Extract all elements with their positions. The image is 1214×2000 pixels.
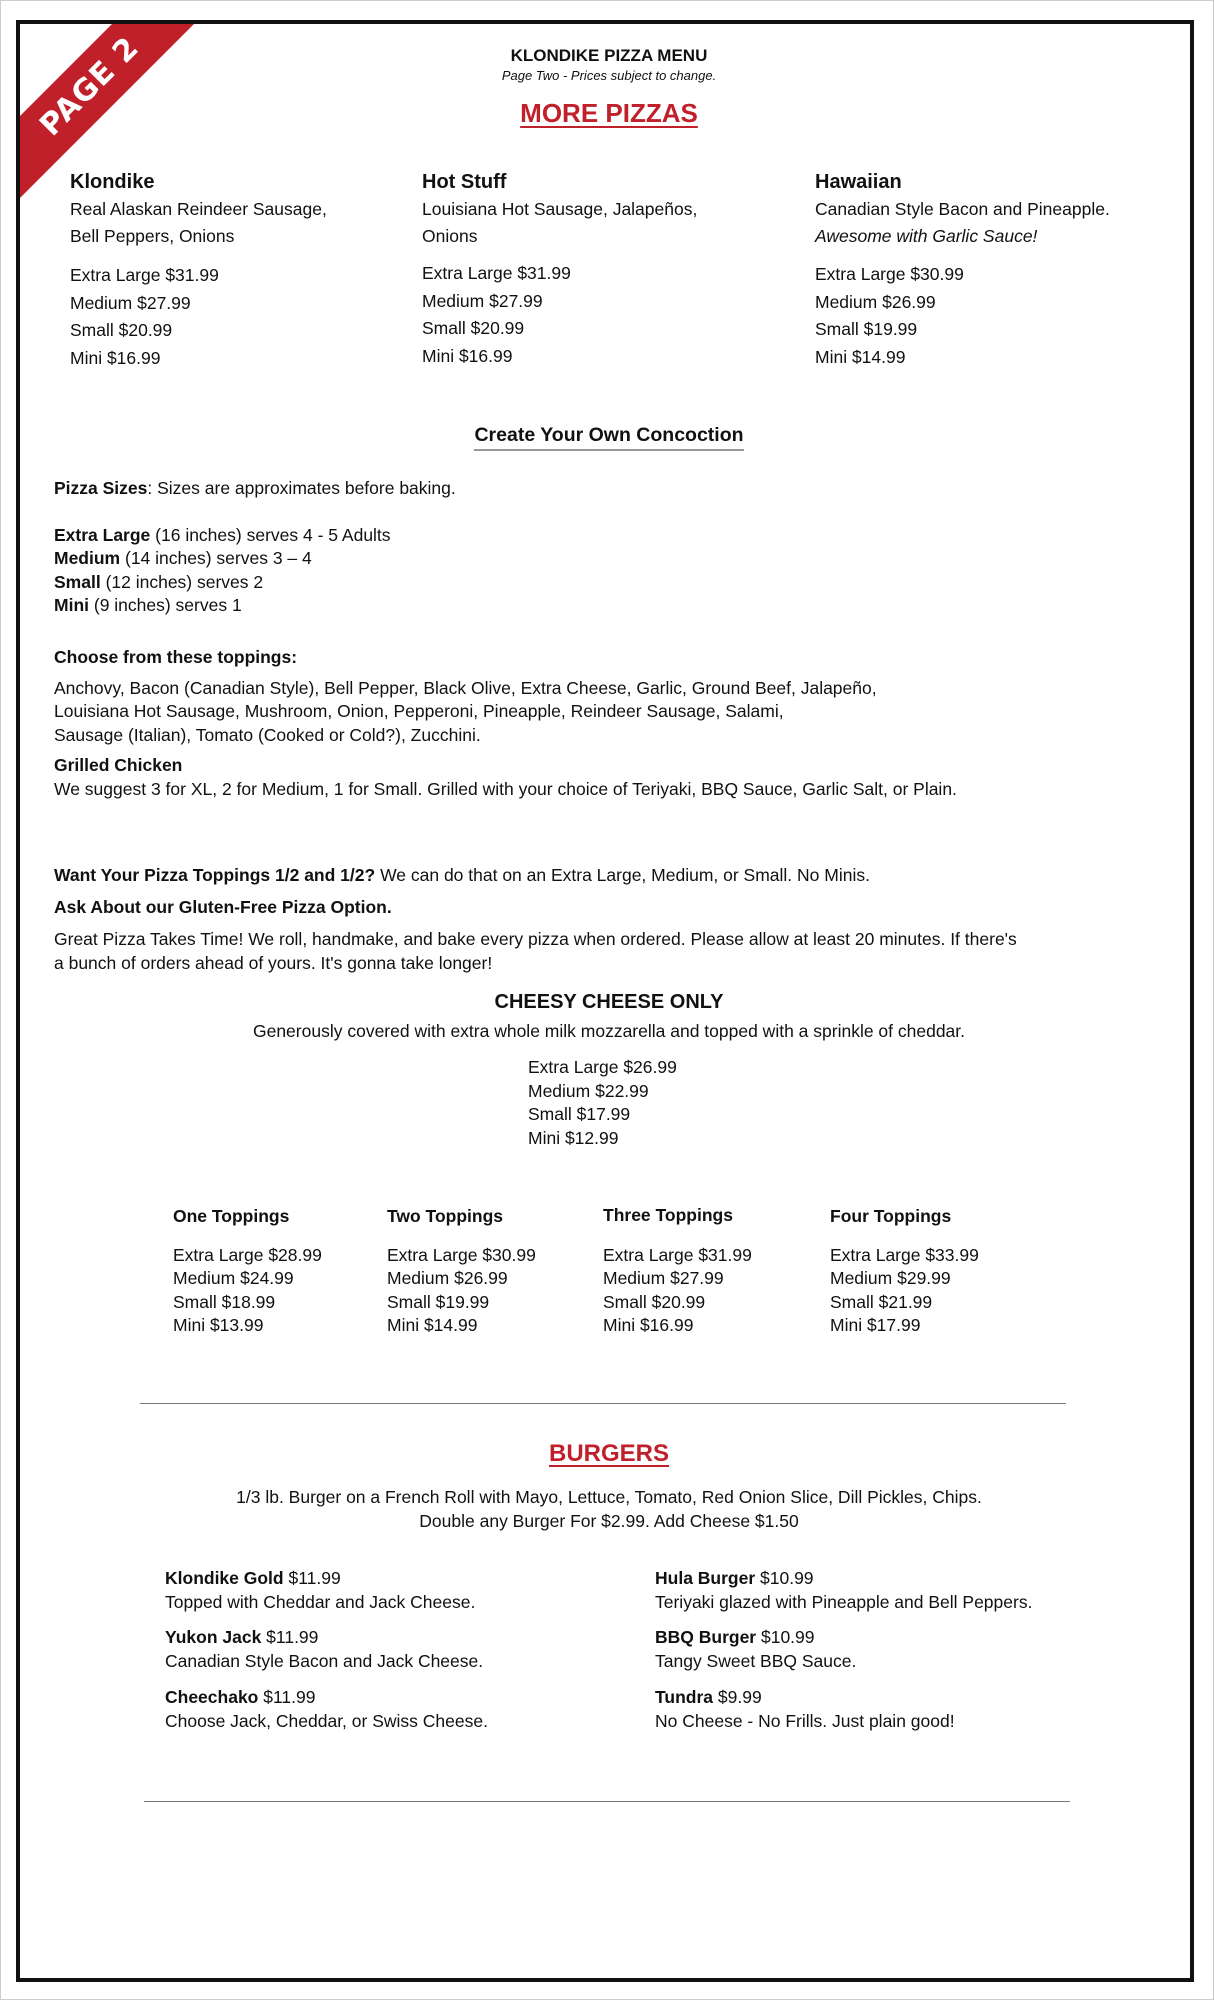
pizza-desc: Bell Peppers, Onions [70,226,235,246]
pizza-price: Extra Large $31.99 [422,263,571,283]
burger-hula [655,1566,1075,1614]
topping-price: Extra Large $33.99 [830,1244,979,1265]
pizza-price: Extra Large $31.99 [70,265,219,285]
half-label: Want Your Pizza Toppings 1/2 and 1/2? [54,865,376,885]
pizza-desc: Canadian Style Bacon and Pineapple. [815,199,1110,219]
burger-cheechako [165,1685,585,1733]
burger-price: $11.99 [283,1568,341,1588]
burgers-desc: Double any Burger For $2.99. Add Cheese $1.50 [419,1511,799,1531]
extra-info [54,864,1174,975]
pizza-hawaiian [815,168,1185,371]
size-label: Mini [54,595,89,615]
four-topping-prices [830,1205,1030,1338]
topping-price: Medium $27.99 [603,1268,724,1288]
pizza-desc: Awesome with Garlic Sauce! [815,226,1038,246]
time-note: Great Pizza Takes Time! We roll, handmake, and bake every pizza when ordered. Please allow at least 20 minutes. If there's [54,929,1017,949]
pizza-price: Extra Large $30.99 [815,264,964,284]
pizza-price: Small $20.99 [422,318,525,338]
topping-price: Mini $16.99 [603,1315,694,1335]
topping-price: Small $20.99 [603,1291,706,1312]
burger-desc: Canadian Style Bacon and Jack Cheese. [165,1651,484,1671]
size-text: (9 inches) serves 1 [89,595,242,615]
size-text: (12 inches) serves 2 [100,571,264,592]
cheese-price: Mini $12.99 [528,1127,619,1148]
one-topping-prices [173,1205,373,1338]
burgers-heading: BURGERS [548,1440,669,1467]
three-topping-prices [603,1204,803,1338]
pizza-price: Medium $26.99 [815,291,936,312]
burger-desc: Teriyaki glazed with Pineapple and Bell Peppers. [655,1592,1033,1612]
chicken-text: We suggest 3 for XL, 2 for Medium, 1 for Small. Grilled with your choice of Teriyaki, BBQ Sauce, Garlic Salt, or Plain. [54,778,957,799]
create-own-section [20,424,1194,451]
section-divider [140,1403,1066,1404]
burger-name: BBQ Burger [655,1627,757,1647]
topping-price: Small $19.99 [387,1291,490,1312]
toppings-heading: Choose from these toppings: [54,647,298,667]
toppings-list-line: Louisiana Hot Sausage, Mushroom, Onion, Pepperoni, Pineapple, Reindeer Sausage, Salami, [54,701,784,721]
burger-name: Hula Burger [655,1568,756,1588]
two-topping-prices [387,1205,587,1338]
pizza-price: Medium $27.99 [422,290,543,311]
pizza-price: Small $20.99 [70,320,173,340]
topping-count-heading: Two Toppings [387,1206,503,1226]
burger-desc: Choose Jack, Cheddar, or Swiss Cheese. [165,1711,488,1731]
pizza-desc: Onions [422,226,478,246]
topping-count-heading: One Toppings [173,1206,290,1226]
chicken-heading: Grilled Chicken [54,755,183,775]
pizza-name: Klondike [70,171,155,193]
cheese-heading: CHEESY CHEESE ONLY [494,991,724,1013]
topping-price: Mini $17.99 [830,1315,921,1335]
topping-price: Small $18.99 [173,1291,276,1312]
topping-price: Mini $14.99 [387,1315,478,1335]
cheese-price: Extra Large $26.99 [528,1057,677,1077]
burger-desc: Topped with Cheddar and Jack Cheese. [165,1592,476,1612]
burger-name: Tundra [655,1687,714,1707]
pizza-name: Hot Stuff [422,171,507,193]
toppings-list-line: Anchovy, Bacon (Canadian Style), Bell Pepper, Black Olive, Extra Cheese, Garlic, Ground Beef, Jalapeño, [54,677,877,698]
pizza-sizes-info [54,477,1164,618]
burger-name: Yukon Jack [165,1627,262,1647]
topping-price: Extra Large $28.99 [173,1244,322,1265]
gluten-free-note: Ask About our Gluten-Free Pizza Option. [54,896,392,917]
size-label: Small [54,571,101,592]
cheese-desc: Generously covered with extra whole milk mozzarella and topped with a sprinkle of cheddar. [252,1021,966,1041]
pizza-desc: Louisiana Hot Sausage, Jalapeños, [422,199,698,219]
burger-klondike-gold [165,1566,585,1614]
topping-count-heading: Three Toppings [603,1205,733,1225]
burgers-section [20,1440,1194,1468]
toppings-list-line: Sausage (Italian), Tomato (Cooked or Cold?), Zucchini. [54,724,481,745]
topping-price: Medium $29.99 [830,1268,951,1288]
burger-desc: Tangy Sweet BBQ Sauce. [655,1651,857,1671]
topping-price: Medium $26.99 [387,1268,508,1288]
size-label: Medium [54,548,121,568]
cheese-price: Medium $22.99 [528,1080,649,1101]
page-badge: PAGE 2 [16,20,202,199]
topping-price: Medium $24.99 [173,1268,294,1288]
pizza-price: Small $19.99 [815,319,918,339]
topping-price: Extra Large $31.99 [603,1244,752,1265]
burger-bbq [655,1625,1075,1673]
topping-price: Mini $13.99 [173,1315,264,1335]
menu-title: KLONDIKE PIZZA MENU [510,46,708,65]
burger-tundra [655,1685,1075,1733]
pizza-name: Hawaiian [815,171,902,193]
size-text: (14 inches) serves 3 – 4 [120,548,312,568]
burger-desc: No Cheese - No Frills. Just plain good! [655,1711,955,1731]
pizza-klondike [70,168,410,372]
pizza-price: Mini $16.99 [422,345,513,366]
pizza-price: Mini $16.99 [70,347,161,368]
burger-price: $9.99 [713,1687,762,1707]
burger-price: $11.99 [258,1687,316,1707]
pizza-price: Medium $27.99 [70,292,191,313]
burger-name: Cheechako [165,1687,259,1707]
size-label: Extra Large [54,524,151,545]
cheese-price: Small $17.99 [528,1104,631,1124]
cheese-prices [528,1056,778,1150]
topping-price: Small $21.99 [830,1291,933,1312]
menu-subtitle: Page Two - Prices subject to change. [501,68,717,83]
topping-price: Extra Large $30.99 [387,1244,536,1265]
burger-price: $11.99 [261,1627,319,1647]
burger-price: $10.99 [755,1568,814,1588]
pizza-price: Mini $14.99 [815,346,906,367]
size-text: (16 inches) serves 4 - 5 Adults [150,524,391,545]
create-own-heading: Create Your Own Concoction [474,424,743,451]
topping-count-heading: Four Toppings [830,1206,952,1226]
pizza-hot-stuff [422,168,762,370]
time-note: a bunch of orders ahead of yours. It's gonna take longer! [54,952,493,973]
half-text: We can do that on an Extra Large, Medium, or Small. No Minis. [375,865,870,885]
burger-price: $10.99 [756,1627,815,1647]
sizes-label: Pizza Sizes [54,478,148,498]
burger-name: Klondike Gold [165,1568,284,1588]
burgers-desc: 1/3 lb. Burger on a French Roll with Mayo, Lettuce, Tomato, Red Onion Slice, Dill Pickles, Chips. [236,1487,982,1507]
burger-yukon-jack [165,1625,585,1673]
bottom-divider [144,1801,1070,1802]
menu-page [16,20,1194,1982]
more-pizzas-section [20,98,1194,129]
pizza-desc: Real Alaskan Reindeer Sausage, [70,199,327,219]
sizes-note: : Sizes are approximates before baking. [147,478,456,498]
more-pizzas-heading: MORE PIZZAS [520,98,698,128]
toppings-info [54,646,1164,801]
